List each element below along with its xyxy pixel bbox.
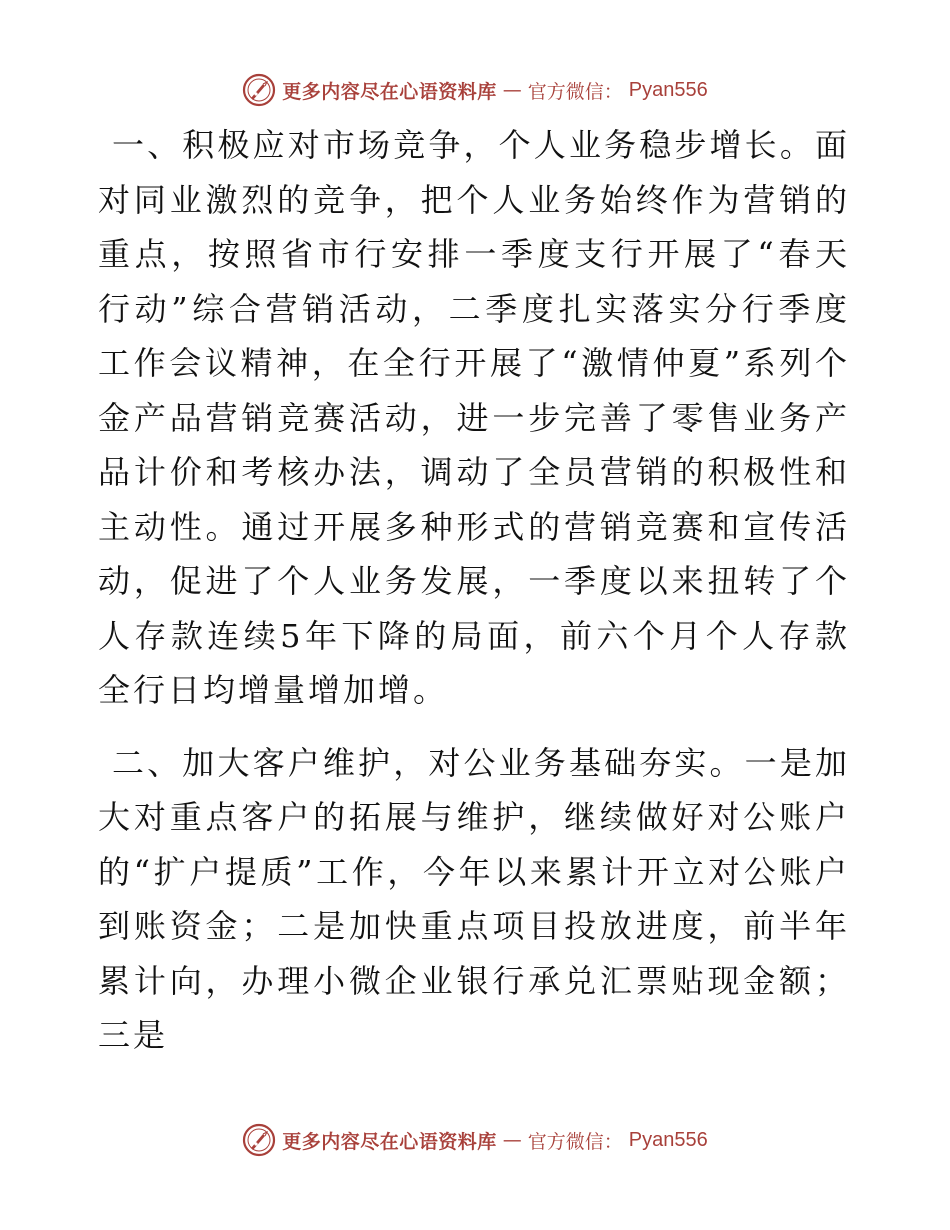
pen-nib-seal-icon	[242, 73, 276, 107]
watermark-official-label: 官方微信：	[527, 1130, 623, 1153]
watermark-brand: 更多内容尽在心语资料库	[282, 1130, 497, 1153]
watermark-official-label: 官方微信：	[527, 80, 623, 103]
pen-nib-seal-icon	[242, 1123, 276, 1157]
footer-watermark	[0, 1120, 950, 1160]
paragraph-corporate-business: 二、加大客户维护，对公业务基础夯实。一是加大对重点客户的拓展与维护，继续做好对公账户的“扩户提质”工作，今年以来累计开立对公账户到账资金；二是加快重点项目投放进度，前半年累计向，办理小微企业银行承兑汇票贴现金额；三是	[98, 743, 850, 1054]
document-body	[98, 118, 850, 1063]
paragraph-personal-business: 一、积极应对市场竞争，个人业务稳步增长。面对同业激烈的竞争，把个人业务始终作为营销的重点，按照省市行安排一季度支行开展了“春天行动”综合营销活动，二季度扎实落实分行季度工作会议精神，在全行开展了“激情仲夏”系列个金产品营销竞赛活动，进一步完善了零售业务产品计价和考核办法，调动了全员营销的积极性和主动性。通过开展多种形式的营销竞赛和宣传活动，促进了个人业务发展，一季度以来扭转了个人存款连续5年下降的局面，前六个月个人存款全行日均增量增加增。	[98, 126, 850, 709]
watermark-wechat-id: Pyan556	[628, 1128, 708, 1151]
watermark-separator: —	[502, 1129, 522, 1151]
header-watermark	[0, 70, 950, 110]
watermark-wechat-id: Pyan556	[628, 78, 708, 101]
watermark-brand: 更多内容尽在心语资料库	[282, 80, 497, 103]
watermark-separator: —	[502, 79, 522, 101]
